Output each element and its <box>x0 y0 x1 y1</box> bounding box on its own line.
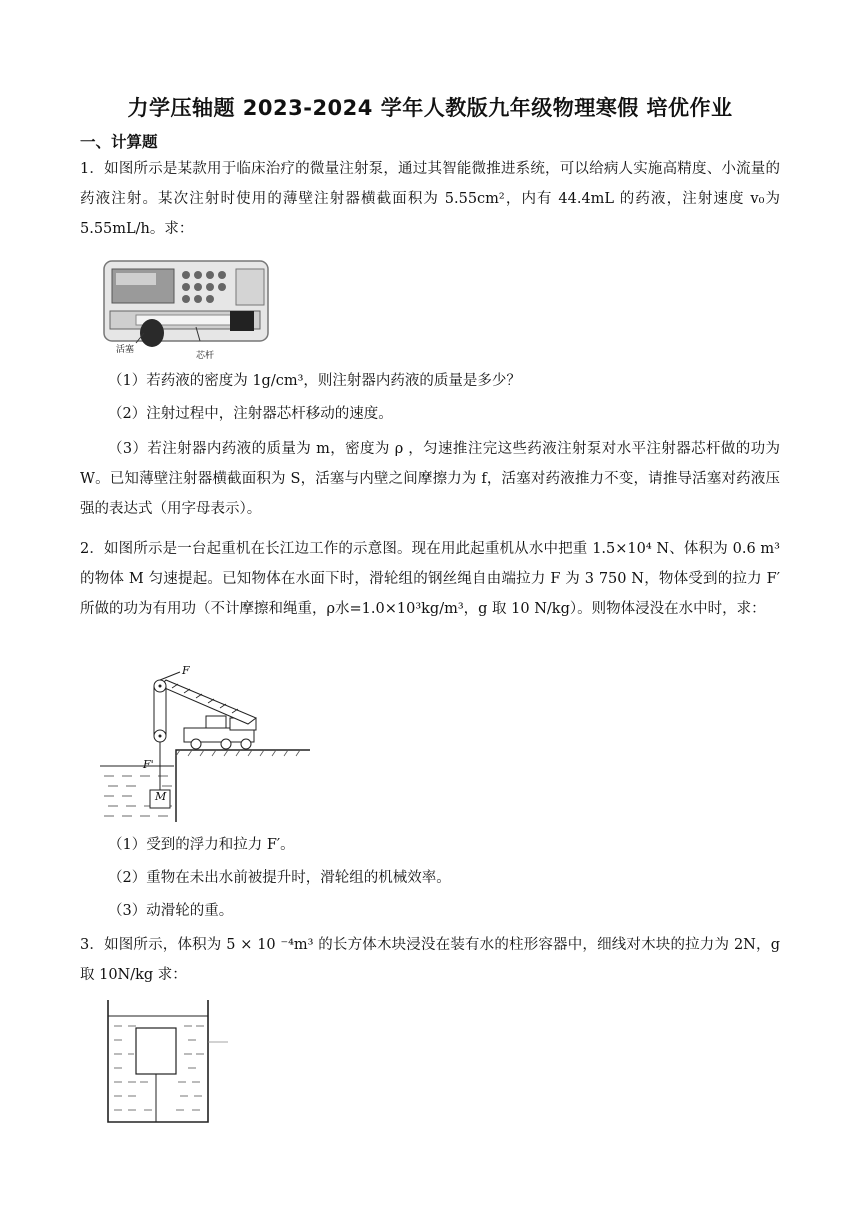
label-force-f: F <box>182 664 190 677</box>
label-piston: 活塞 <box>116 345 135 355</box>
question-1-sub-3: （3）若注射器内药液的质量为 m，密度为 ρ ，匀速推注完这些药液注射泵对水平注射器芯杆做的功为 W。已知薄壁注射器横截面积为 S，活塞与内壁之间摩擦力为 f，活塞对药液推力不变，请推导活塞对药液压强的表达式（用字母表示）。 <box>80 441 780 517</box>
label-core-rod: 芯杆 <box>196 351 215 361</box>
question-2-sub-3: （3）动滑轮的重。 <box>108 903 234 919</box>
question-3-stem: 3．如图所示，体积为 5 × 10 ⁻⁴m³ 的长方体木块浸没在装有水的柱形容器中，细线对木块的拉力为 2N，g 取 10N/kg 求： <box>80 937 780 983</box>
container-block-figure <box>100 996 232 1130</box>
question-2-sub-1: （1）受到的浮力和拉力 F′。 <box>108 837 295 853</box>
page-title: 力学压轴题 2023-2024 学年人教版九年级物理寒假 培优作业 <box>127 96 733 120</box>
section-heading: 一、计算题 <box>80 133 158 151</box>
question-1-sub-2: （2）注射过程中，注射器芯杆移动的速度。 <box>108 406 393 422</box>
question-2-stem: 2．如图所示是一台起重机在长江边工作的示意图。现在用此起重机从水中把重 1.5×10⁴ N、体积为 0.6 m³ 的物体 M 匀速提起。已知物体在水面下时，滑轮组的钢丝绳自由端拉力 F 为 3 750 N，物体受到的拉力 F′所做的功为有用功（不计摩擦和绳重，ρ水=1.0×10³kg/m³，g 取 10 N/kg）。则物体浸没在水中时，求： <box>80 541 780 617</box>
label-force-f-prime: F' <box>143 758 154 771</box>
question-1-stem: 1．如图所示是某款用于临床治疗的微量注射泵，通过其智能微推进系统，可以给病人实施高精度、小流量的药液注射。某次注射时使用的薄壁注射器横截面积为 5.55cm²，内有 44.4mL 的药液，注射速度 v₀为 5.55mL/h。求： <box>80 161 780 237</box>
crane-figure <box>100 664 312 824</box>
question-1-sub-1: （1）若药液的密度为 1g/cm³，则注射器内药液的质量是多少？ <box>108 373 521 389</box>
label-object-m: M <box>155 790 167 803</box>
question-2-sub-2: （2）重物在未出水前被提升时，滑轮组的机械效率。 <box>108 870 451 886</box>
